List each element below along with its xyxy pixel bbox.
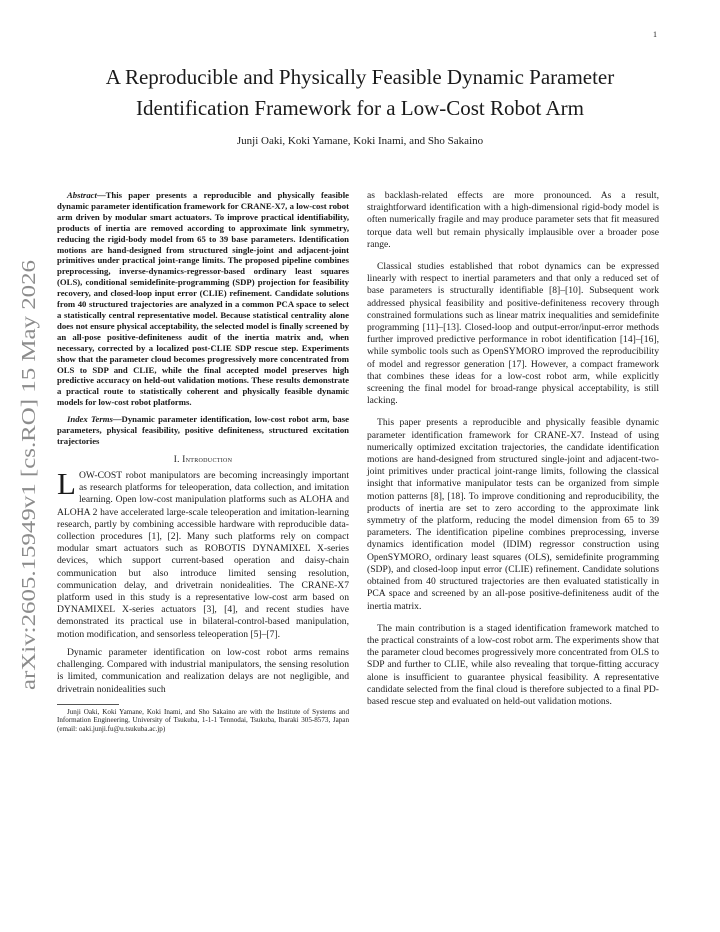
index-terms-lead: Index Terms bbox=[67, 414, 113, 425]
affiliation-footnote: Junji Oaki, Koki Yamane, Koki Inami, and Sho Sakaino are with the Institute of Systems and Information Engineering, University of Tsukuba, 1-1-1 Tennodai, Tsukuba, Ibaraki 305-8573, Japan (email: oaki.junji.fu@u.tsukuba.ac.jp) bbox=[57, 707, 349, 733]
intro-paragraph-4: Classical studies established that robot dynamics can be expressed linearly with respect to inertial parameters and that only a reduced set of base parameters is structurally identifiable [8]–[10]. Subsequent work addressed physical feasibility and positive-definiteness recovery through constrained formulations such as linear matrix inequalities and semidefinite programming [11]–[13]. Closed-loop and output-error/input-error methods further improved predictive performance in robot identification [14]–[16], while symbolic tools such as OpenSYMORO improved the reproducibility of model and regressor generation [17]. However, a compact framework that combines these ideas for a low-cost robot arm, while explicitly screening the final model for broad-range physical acceptability, is still lacking. bbox=[367, 261, 659, 407]
left-column bbox=[57, 190, 349, 739]
intro-paragraph-1-text: OW-COST robot manipulators are becoming increasingly important as research platforms for teleoperation, data collection, and imitation learning. Open low-cost manipulation platforms such as ALOHA and ALOHA 2 have accelerated large-scale teleoperation and imitation-learning research, partly by combining accessible hardware with reproducible data-collection procedures [1], [2]. Many such platforms rely on compact modular smart actuators such as ROBOTIS DYNAMIXEL X-series devices, which support current-based operation and daisy-chain communication but also introduce limited sensing resolution, communication delay, and drivetrain nonidealities. The CRANE-X7 platform used in this study is a representative low-cost arm based on DYNAMIXEL X-series actuators [3], [4], and recent studies have demonstrated its practical use in bilateral-control-based manipulation, motion modification, and sensorless teleoperation [5]–[7]. bbox=[57, 470, 349, 640]
arxiv-identifier-text: arXiv:2605.15949v1 [cs.RO] 15 May 2026 bbox=[19, 353, 40, 690]
arxiv-side-stamp bbox=[8, 250, 48, 710]
page-number: 1 bbox=[653, 30, 657, 39]
intro-paragraph-3: as backlash-related effects are more pronounced. As a result, straightforward identification with a high-dimensional rigid-body model is often numerically fragile and may produce parameter sets that fit measured torque data well but remain physically implausible over a broader pose range. bbox=[367, 190, 659, 250]
right-column bbox=[367, 190, 659, 714]
index-terms bbox=[57, 414, 349, 447]
abstract-lead: Abstract bbox=[67, 190, 97, 200]
index-terms-text: —Dynamic parameter identification, low-cost robot arm, base parameters, physical feasibility, positive definiteness, structured excitation trajectories bbox=[57, 414, 349, 446]
drop-cap-letter: L bbox=[57, 466, 76, 502]
intro-paragraph-6: The main contribution is a staged identification framework matched to the practical constraints of a low-cost robot arm. The experiments show that the parameter cloud becomes progressively more concentrated from OLS to SDP and further to CLIE, while also revealing that torque-fitting accuracy alone is insufficient to guarantee physical feasibility. A representative candidate selected from the final cloud is therefore subjected to a final PD-based rescue step and evaluated on held-out validation motions. bbox=[367, 622, 659, 707]
paper-title bbox=[60, 62, 660, 124]
title-line-1: A Reproducible and Physically Feasible Dynamic Parameter bbox=[105, 65, 615, 89]
section-numeral: I. bbox=[173, 453, 180, 464]
abstract bbox=[57, 190, 349, 408]
abstract-text: —This paper presents a reproducible and physically feasible dynamic parameter identification framework for CRANE-X7, a low-cost robot arm driven by modular smart actuators. To improve practical identifiability, products of inertia are removed according to approximate link symmetry, reducing the rigid-body model from 65 to 39 base parameters. Identification motions are hand-designed from structured single-joint and adjacent-joint primitives under practical joint-range limits. The proposed pipeline combines preprocessing, inverse-dynamics-regressor-based ordinary least squares (OLS), conditional semidefinite-programming (SDP) projection for feasibility recovery, and closed-loop input error (CLIE) refinement. Candidate solutions from 40 structured trajectories are analyzed in a common PCA space to select a statistically central representative model. Because statistical centrality alone does not ensure physical acceptability, the selected model is finally screened by an all-pose positive-definiteness audit of the inertia matrix and, when necessary, corrected by a localized post-CLIE SDP rescue step. Experiments show that the parameter cloud becomes progressively more concentrated from OLS to SDP and CLIE, while the final accepted model preserves high predictive accuracy on held-out validation motions. These results demonstrate a practical route to statistically coherent and physically feasible dynamic models for low-cost robot platforms. bbox=[57, 190, 349, 408]
intro-paragraph-5: This paper presents a reproducible and physically feasible dynamic parameter identification framework for CRANE-X7. Instead of using numerically optimized excitation trajectories, the candidate identification motions are hand-designed from structured single-joint and adjacent-two-joint primitives under practical joint-range limits, following the classical insight that informative manipulator tests can be organized from simple motion patterns [8], [18]. To improve conditioning and reproducibility, the products of inertia are set to zero according to the approximate link symmetry of the platform, reducing the model dimension from 65 to 39 parameters. The identification pipeline combines preprocessing, inverse dynamics identification model (IDIM) regressor construction using OpenSYMORO, ordinary least squares (OLS), semidefinite programming (SDP), and closed-loop input error (CLIE) refinement. Candidate solutions obtained from 40 structured trajectories are then evaluated statistically in PCA space and screened by an all-pose positive-definiteness audit of the inertia matrix. bbox=[367, 417, 659, 612]
intro-paragraph-1 bbox=[57, 466, 349, 641]
author-list: Junji Oaki, Koki Yamane, Koki Inami, and Sho Sakaino bbox=[236, 135, 484, 147]
footnote-rule bbox=[57, 704, 119, 705]
title-line-2: Identification Framework for a Low-Cost Robot Arm bbox=[136, 96, 584, 120]
section-title: Introduction bbox=[182, 453, 233, 464]
section-heading-introduction bbox=[57, 453, 349, 465]
intro-paragraph-2: Dynamic parameter identification on low-cost robot arms remains challenging. Compared with industrial manipulators, the sensing resolution is limited, communication and realization delays are not negligible, and drivetrain nonidealities such bbox=[57, 646, 349, 695]
